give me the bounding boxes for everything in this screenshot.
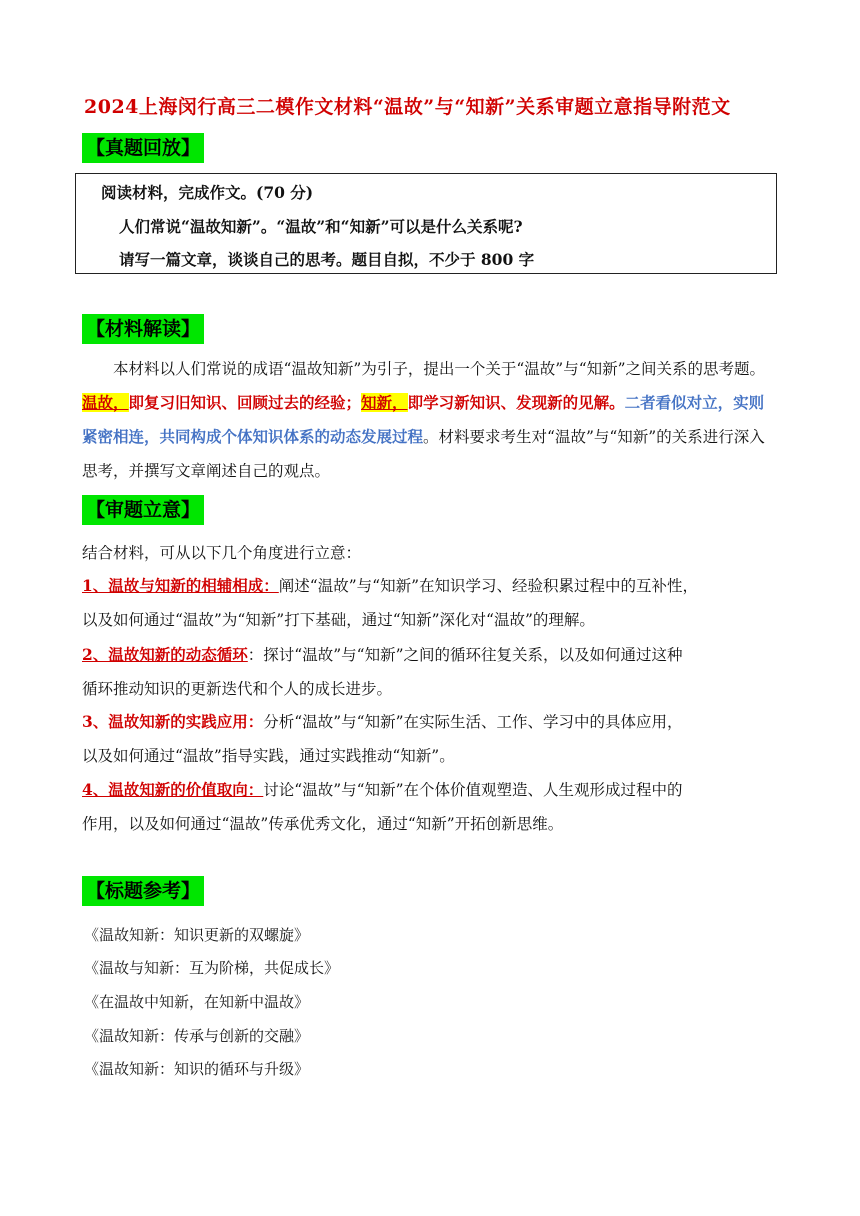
angle-3-line-2: 以及如何通过“温故”指导实践，通过实践推动“知新”。 [82,747,455,765]
angle-1-line-2: 以及如何通过“温故”为“知新”打下基础，通过“知新”深化对“温故”的理解。 [82,611,595,629]
period: 。 [609,393,625,412]
angles-intro: 结合材料，可从以下几个角度进行立意： [82,544,362,562]
prompt-line-3: 请写一篇文章，谈谈自己的思考。题目自拟，不少于 800 字 [119,250,535,269]
zhixin-definition: 即学习新知识、发现新的见解 [407,393,610,412]
angle-4-line-1: 4、温故知新的价值取向：讨论“温故”与“知新”在个体价值观塑造、人生观形成过程中的 [82,780,683,799]
angle-2-heading: 2、温故知新的动态循环 [82,645,248,664]
angle-1-line-1: 1、温故与知新的相辅相成：阐述“温故”与“知新”在知识学习、经验积累过程中的互补性， [82,576,698,595]
prompt-line-2: 人们常说“温故知新”。“温故”和“知新”可以是什么关系呢? [119,217,523,236]
section-label-reading: 【材料解读】 [82,314,204,344]
title-ref-5: 《温故知新：知识的循环与升级》 [84,1060,310,1078]
prompt-line-1: 阅读材料，完成作文。(70 分) [101,183,314,202]
reading-text-2: 。材料要求考生对“温故”与“知新”的关系进行深入思考，并撰写文章阐述自己的观点。 [82,428,765,480]
title-ref-4: 《温故知新：传承与创新的交融》 [84,1027,310,1045]
reading-text-1: 本材料以人们常说的成语“温故知新”为引子，提出一个关于“温故”与“知新”之间关系的思考题。 [113,360,766,378]
angle-2-line-1: 2、温故知新的动态循环：探讨“温故”与“知新”之间的循环往复关系，以及如何通过这种 [82,645,683,664]
angle-2-line-2: 循环推动知识的更新迭代和个人的成长进步。 [82,680,393,698]
angle-4-heading: 4、温故知新的价值取向： [82,780,264,799]
keyword-wengu: 温故， [82,393,129,412]
section-label-review: 【真题回放】 [82,133,204,163]
section-label-titles: 【标题参考】 [82,876,204,906]
semicolon: ； [345,393,362,412]
key-insight-blue: 二者看似对立，实则紧密相连，共同构成个体知识体系的动态发展过程 [82,393,765,446]
title-ref-3: 《在温故中知新，在知新中温故》 [84,993,310,1011]
title-ref-1: 《温故知新：知识更新的双螺旋》 [84,926,310,944]
angle-1-heading: 1、温故与知新的相辅相成： [82,576,279,595]
angle-4-line-2: 作用，以及如何通过“温故”传承优秀文化，通过“知新”开拓创新思维。 [82,815,564,833]
reading-paragraph [82,352,778,488]
angle-3-line-1: 3、温故知新的实践应用：分析“温故”与“知新”在实际生活、工作、学习中的具体应用， [82,712,683,731]
prompt-box [75,173,777,274]
wengu-definition: 即复习旧知识、回顾过去的经验 [128,393,346,412]
section-label-intent: 【审题立意】 [82,495,204,525]
angle-3-heading: 3、温故知新的实践应用： [82,712,264,731]
title-ref-2: 《温故与知新：互为阶梯，共促成长》 [84,959,340,977]
document-title: 2024上海闵行高三二模作文材料“温故”与“知新”关系审题立意指导附范文 [84,96,731,118]
keyword-zhixin: 知新， [361,393,408,412]
